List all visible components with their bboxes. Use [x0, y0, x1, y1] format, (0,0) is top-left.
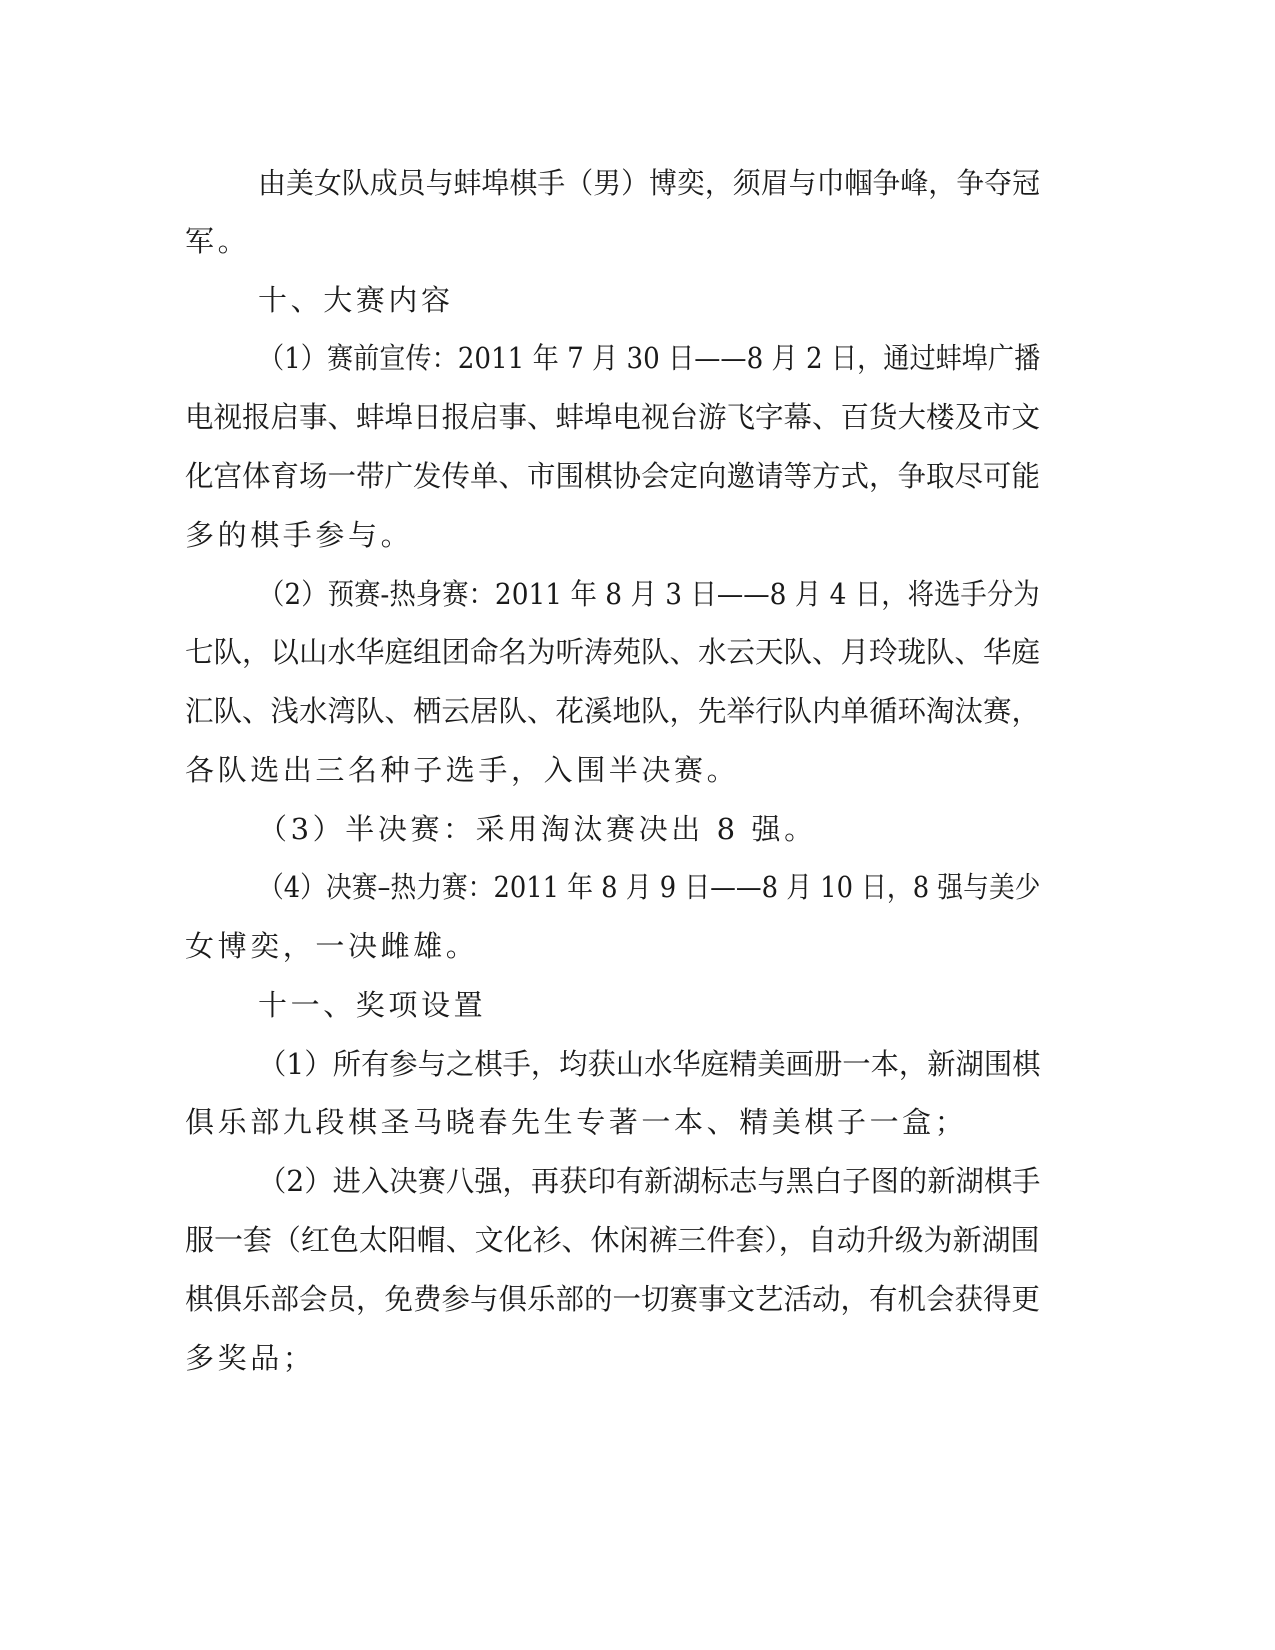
- paragraph-line: 七队，以山水华庭组团命名为听涛苑队、水云天队、月玲珑队、华庭: [185, 635, 1041, 669]
- paragraph-line: 军。: [185, 224, 251, 258]
- paragraph-line: 服一套（红色太阳帽、文化衫、休闲裤三件套），自动升级为新湖围: [185, 1223, 1040, 1257]
- paragraph-line: （2）进入决赛八强，再获印有新湖标志与黑白子图的新湖棋手: [258, 1164, 1041, 1198]
- section-heading: 十、大赛内容: [258, 283, 454, 317]
- paragraph-line: 棋俱乐部会员，免费参与俱乐部的一切赛事文艺活动，有机会获得更: [185, 1282, 1041, 1316]
- paragraph-line: 化宫体育场一带广发传单、市围棋协会定向邀请等方式，争取尽可能: [185, 459, 1041, 493]
- paragraph-line: （3）半决赛：采用淘汰赛决出 8 强。: [258, 812, 817, 846]
- section-heading: 十一、奖项设置: [258, 988, 487, 1022]
- paragraph-line: 女博奕，一决雌雄。: [185, 929, 479, 963]
- paragraph-line: （2）预赛-热身赛：2011 年 8 月 3 日——8 月 4 日，将选手分为: [258, 577, 1040, 611]
- paragraph-line: （4）决赛–热力赛：2011 年 8 月 9 日——8 月 10 日，8 强与美少: [258, 870, 1041, 904]
- paragraph-line: 多奖品；: [185, 1341, 316, 1375]
- paragraph-line: 各队选出三名种子选手，入围半决赛。: [185, 753, 740, 787]
- paragraph-line: （1）赛前宣传：2011 年 7 月 30 日——8 月 2 日，通过蚌埠广播: [258, 341, 1041, 375]
- paragraph-line: （1）所有参与之棋手，均获山水华庭精美画册一本，新湖围棋: [258, 1047, 1041, 1081]
- paragraph-line: 多的棋手参与。: [185, 518, 414, 552]
- paragraph-line: 由美女队成员与蚌埠棋手（男）博奕，须眉与巾帼争峰，争夺冠: [258, 166, 1041, 200]
- paragraph-line: 俱乐部九段棋圣马晓春先生专著一本、精美棋子一盒；: [185, 1105, 968, 1139]
- paragraph-line: 汇队、浅水湾队、栖云居队、花溪地队，先举行队内单循环淘汰赛，: [185, 694, 1041, 728]
- paragraph-line: 电视报启事、蚌埠日报启事、蚌埠电视台游飞字幕、百货大楼及市文: [185, 400, 1041, 434]
